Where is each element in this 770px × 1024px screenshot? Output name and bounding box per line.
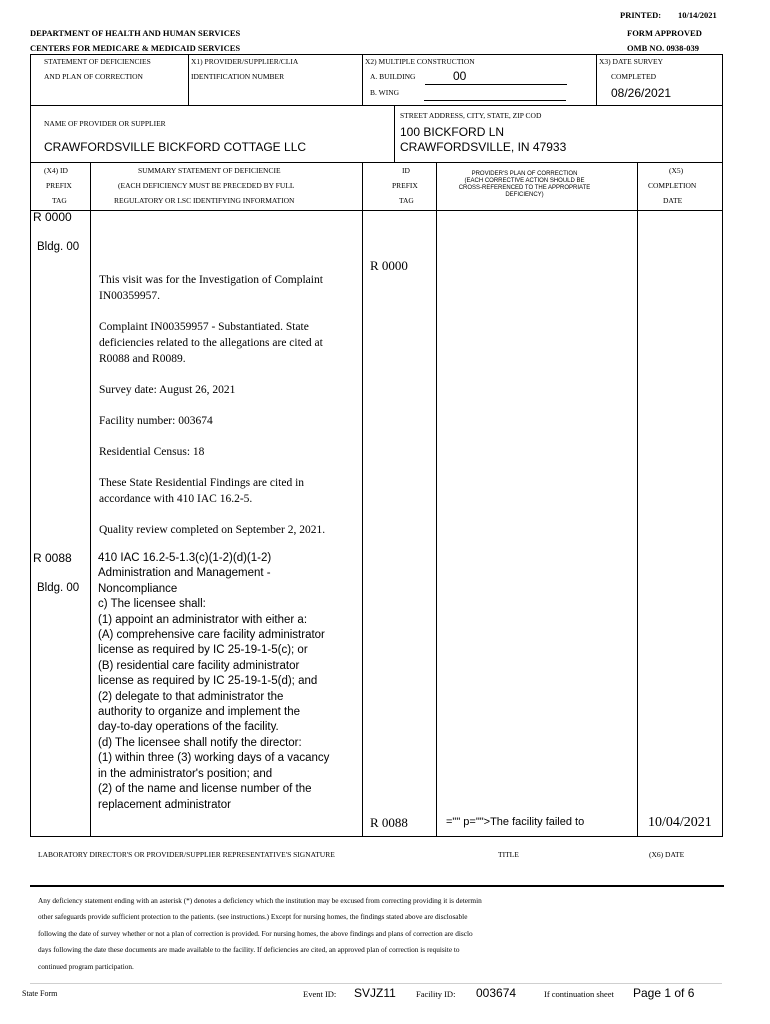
findings-line: Facility number: 003674 [99, 415, 213, 427]
x4-label-2: PREFIX [46, 181, 72, 190]
findings-line: (1) within three (3) working days of a vacancy [98, 752, 330, 765]
summary-label-3: REGULATORY OR LSC IDENTIFYING INFORMATION [114, 196, 295, 205]
plan-label-1: PROVIDER'S PLAN OF CORRECTION [471, 171, 578, 177]
title-label: TITLE [498, 850, 519, 859]
state-form-label: State Form [22, 989, 58, 998]
findings-line: authority to organize and implement the [98, 706, 301, 719]
plan-label-4: DEFICIENCY) [505, 192, 544, 198]
divider-x2 [362, 54, 363, 105]
x5-label-1: (X5) [669, 166, 684, 175]
divider-plan [637, 162, 638, 837]
id-label-3: TAG [399, 196, 414, 205]
findings-line: in the administrator's position; and [98, 767, 273, 780]
column-header-bottom-border [30, 210, 723, 211]
findings-spacer [99, 460, 361, 475]
disclaimer-line: Any deficiency statement ending with an asterisk (*) denotes a deficiency which the institution may be excused from correcting providing it is determin [38, 896, 482, 905]
provider-id-label-1: X1) PROVIDER/SUPPLIER/CLIA [191, 57, 299, 66]
id-tag-r0000: R 0000 [370, 258, 408, 273]
summary-label-1: SUMMARY STATEMENT OF DEFICIENCIE [138, 166, 281, 175]
right-border [722, 54, 723, 837]
findings-line: Quality review completed on September 2, 2021. [99, 524, 326, 536]
facility-id-label: Facility ID: [416, 989, 456, 999]
divider-x1 [188, 54, 189, 105]
x5-label-2: COMPLETION [648, 181, 697, 190]
printed-label: PRINTED: [620, 10, 662, 20]
x4-label-3: TAG [52, 196, 67, 205]
address-line-2: CRAWFORDSVILLE, IN 47933 [400, 140, 567, 154]
completion-date-r0088: 10/04/2021 [648, 815, 712, 830]
plan-text-r0088: ="" p="">The facility failed to [446, 816, 585, 828]
bldg-r0000: Bldg. 00 [37, 241, 80, 253]
id-tag-r0088: R 0088 [370, 815, 408, 830]
footer-divider [30, 983, 722, 984]
summary-label-2: (EACH DEFICIENCY MUST BE PRECEDED BY FULL [118, 181, 295, 190]
divider-x3 [596, 54, 597, 105]
findings-line: Noncompliance [98, 582, 178, 595]
header-row2-bottom-border [30, 162, 723, 163]
findings-line: c) The licensee shall: [98, 598, 206, 611]
findings-line: replacement administrator [98, 798, 231, 811]
findings-line: (2) delegate to that administrator the [98, 690, 284, 703]
body-bottom-border [30, 836, 723, 837]
provider-name: CRAWFORDSVILLE BICKFORD COTTAGE LLC [44, 140, 307, 154]
findings-line: deficiencies related to the allegations are cited at [99, 337, 323, 349]
findings-line: 410 IAC 16.2-5-1.3(c)(1-2)(d)(1-2) [98, 552, 272, 564]
plan-label [443, 171, 606, 199]
disclaimer-line: other safeguards provide sufficient protection to the patients. (see instructions.) Except for nursing homes, the findings stated above are disclosable [38, 912, 468, 922]
signature-bottom-border [30, 885, 724, 887]
department-title: DEPARTMENT OF HEALTH AND HUMAN SERVICES [30, 28, 241, 38]
r0000-findings [99, 272, 361, 538]
findings-line: R0088 and R0089. [99, 353, 186, 365]
findings-line: Administration and Management - [98, 567, 271, 580]
findings-line: license as required by IC 25-19-1-5(c); or [98, 644, 308, 657]
plan-label-2: (EACH CORRECTIVE ACTION SHOULD BE [464, 178, 585, 184]
building-underline [425, 84, 567, 85]
facility-id-value: 003674 [476, 986, 517, 1000]
header-row1-bottom-border [30, 105, 723, 106]
disclaimer-line: days following the date these documents are made available to the facility. If deficiencies are cited, an approved plan of correction is requisite to [38, 945, 460, 955]
bldg-r0088: Bldg. 00 [37, 582, 80, 594]
divider-id [436, 162, 437, 837]
header-top-border [30, 54, 723, 55]
x4-label-1: (X4) ID [44, 166, 68, 175]
r0088-findings [98, 551, 360, 813]
findings-line: accordance with 410 IAC 16.2-5. [99, 493, 253, 505]
printed-date: 10/14/2021 [678, 10, 717, 20]
signature-label: LABORATORY DIRECTOR'S OR PROVIDER/SUPPLIER REPRESENTATIVE'S SIGNATURE [38, 850, 335, 859]
construction-label: X2) MULTIPLE CONSTRUCTION [365, 57, 475, 66]
form-approved: FORM APPROVED [627, 28, 702, 38]
address-label: STREET ADDRESS, CITY, STATE, ZIP COD [400, 111, 542, 120]
findings-line: IN00359957. [99, 290, 161, 302]
findings-spacer [99, 367, 361, 382]
findings-line: Survey date: August 26, 2021 [99, 384, 236, 396]
findings-line: (1) appoint an administrator with either a: [98, 613, 308, 626]
findings-spacer [99, 398, 361, 413]
findings-spacer [99, 429, 361, 444]
left-border [30, 54, 31, 837]
page-number: Page 1 of 6 [633, 986, 695, 1000]
date-survey-label: X3) DATE SURVEY [599, 57, 663, 66]
disclaimer-line: continued program participation. [38, 961, 134, 971]
centers-title: CENTERS FOR MEDICARE & MEDICAID SERVICES [30, 43, 241, 53]
provider-id-label-2: IDENTIFICATION NUMBER [191, 72, 285, 81]
findings-line: (A) comprehensive care facility administrator [98, 629, 325, 642]
plan-label-3: CROSS-REFERENCED TO THE APPROPRIATE [458, 185, 591, 191]
findings-line: (d) The licensee shall notify the director: [98, 736, 302, 749]
findings-line: license as required by IC 25-19-1-5(d); and [98, 675, 318, 688]
event-id-value: SVJZ11 [354, 986, 396, 1000]
findings-line: Residential Census: 18 [99, 446, 205, 458]
findings-spacer [99, 507, 361, 522]
wing-label: B. WING [370, 88, 400, 97]
id-label-1: ID [402, 166, 410, 175]
id-label-2: PREFIX [392, 181, 418, 190]
building-label: A. BUILDING [370, 72, 416, 81]
findings-line: These State Residential Findings are cited in [99, 477, 305, 489]
building-value: 00 [453, 69, 467, 83]
x5-label-3: DATE [663, 196, 683, 205]
statement-label-1: STATEMENT OF DEFICIENCIES [44, 57, 151, 66]
findings-line: (2) of the name and license number of the [98, 783, 312, 796]
continuation-label: If continuation sheet [544, 989, 614, 999]
event-id-label: Event ID: [303, 989, 337, 999]
divider-address [394, 105, 395, 162]
findings-spacer [99, 304, 361, 319]
divider-prefix [90, 162, 91, 837]
tag-r0000: R 0000 [33, 210, 72, 224]
findings-line: (B) residential care facility administrator [98, 659, 300, 672]
omb-number: OMB NO. 0938-039 [627, 43, 700, 53]
findings-line: This visit was for the Investigation of Complaint [99, 274, 323, 286]
provider-name-label: NAME OF PROVIDER OR SUPPLIER [44, 119, 166, 128]
statement-label-2: AND PLAN OF CORRECTION [44, 72, 143, 81]
disclaimer [38, 893, 722, 975]
completed-label: COMPLETED [611, 72, 656, 81]
address-line-1: 100 BICKFORD LN [400, 125, 505, 139]
tag-r0088: R 0088 [33, 551, 72, 565]
findings-line: Complaint IN00359957 - Substantiated. State [99, 321, 309, 333]
divider-summary [362, 162, 363, 837]
survey-date-value: 08/26/2021 [611, 86, 672, 100]
findings-line: day-to-day operations of the facility. [98, 721, 279, 734]
disclaimer-line: following the date of survey whether or not a plan of correction is provided. For nursing homes, the above findings and plans of correction are disclo [38, 928, 473, 938]
wing-underline [424, 100, 566, 101]
x6-date-label: (X6) DATE [649, 850, 685, 859]
